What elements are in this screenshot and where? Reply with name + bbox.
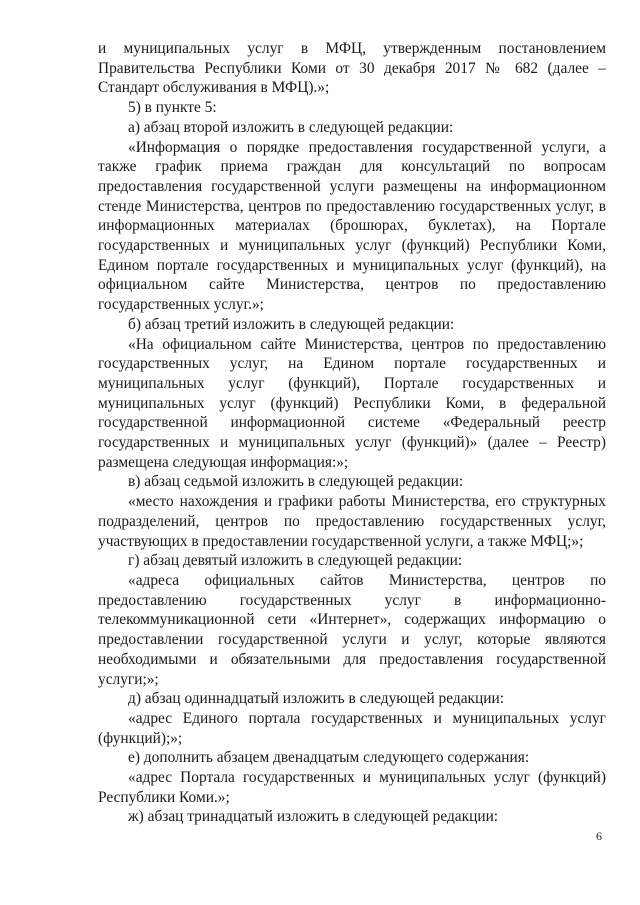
document-page bbox=[98, 39, 606, 827]
paragraph-quote-a: «Информация о порядке предоставления государственной услуги, а также график приема граждан для консультаций по вопросам предоставления государственной услуги размещены на информационном стенде Министерства, центров по предоставлению государственных услуг, в информационных материалах (брошюрах, буклетах), на Портале государственных и муниципальных услуг (функций) Республики Коми, Едином портале государственных и муниципальных услуг (функций), на официальном сайте Министерства, центров по предоставлению государственных услуг.»; bbox=[98, 138, 606, 314]
paragraph-quote-v: «место нахождения и графики работы Министерства, его структурных подразделений, центров по предоставлению государственных услуг, участвующих в предоставлении государственной услуги, а также МФЦ;»; bbox=[98, 493, 606, 550]
paragraph-continuation: и муниципальных услуг в МФЦ, утвержденным постановлением Правительства Республики Коми от 30 декабря 2017 № 682 (далее – Стандарт обслуживания в МФЦ).»; bbox=[98, 40, 606, 97]
paragraph-quote-g: «адреса официальных сайтов Министерства, центров по предоставлению государственных услуг в информационно-телекоммуникационной сети «Интернет», содержащих информацию о предоставлении государственной услуги и услуг, которые являются необходимыми и обязательными для предоставления государственной услуги;»; bbox=[98, 571, 606, 688]
paragraph-item-g: г) абзац девятый изложить в следующей редакции: bbox=[128, 552, 463, 570]
paragraph-item-b: б) абзац третий изложить в следующей редакции: bbox=[128, 315, 455, 333]
paragraph-item-d: д) абзац одиннадцатый изложить в следующей редакции: bbox=[128, 690, 504, 708]
page-number: 6 bbox=[596, 829, 602, 843]
paragraph-quote-e: «адрес Портала государственных и муниципальных услуг (функций) Республики Коми.»; bbox=[98, 769, 606, 806]
paragraph-item-a: а) абзац второй изложить в следующей редакции: bbox=[128, 118, 454, 136]
paragraph-item-5: 5) в пункте 5: bbox=[128, 99, 217, 117]
paragraph-item-v: в) абзац седьмой изложить в следующей редакции: bbox=[128, 473, 464, 491]
paragraph-quote-b: «На официальном сайте Министерства, центров по предоставлению государственных услуг, на Едином портале государственных и муниципальных услуг (функций), Портале государственных и муниципальных услуг (функций) Республики Коми, в федеральной государственной информационной системе «Федеральный реестр государственных и муниципальных услуг (функций)» (далее – Реестр) размещена следующая информация:»; bbox=[98, 335, 606, 471]
paragraph-quote-d: «адрес Единого портала государственных и муниципальных услуг (функций);»; bbox=[98, 709, 606, 747]
paragraph-item-e: е) дополнить абзацем двенадцатым следующего содержания: bbox=[128, 749, 530, 767]
paragraph-item-zh: ж) абзац тринадцатый изложить в следующей редакции: bbox=[128, 808, 499, 826]
